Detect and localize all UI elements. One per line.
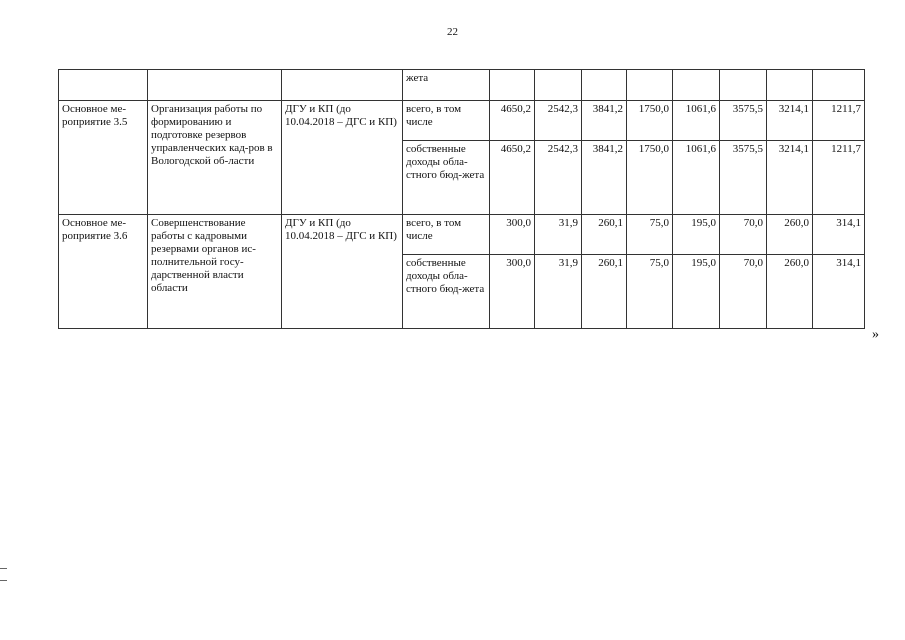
value-cell: 1750,0 <box>627 101 673 141</box>
value-cell: 70,0 <box>720 255 767 329</box>
value-cell: 4650,2 <box>490 141 535 215</box>
value-cell: 75,0 <box>627 215 673 255</box>
table-cell <box>282 70 403 101</box>
value-cell: 260,0 <box>767 215 813 255</box>
value-cell: 260,1 <box>582 255 627 329</box>
value-cell: 31,9 <box>535 215 582 255</box>
table-cell <box>720 70 767 101</box>
table-cell <box>535 70 582 101</box>
value-cell: 2542,3 <box>535 141 582 215</box>
table-row <box>59 215 865 255</box>
table-row <box>59 70 865 101</box>
table-cell <box>813 70 865 101</box>
page-number: 22 <box>447 26 458 38</box>
budget-type-cell: всего, в том числе <box>403 101 490 141</box>
value-cell: 1211,7 <box>813 101 865 141</box>
table-cell <box>490 70 535 101</box>
value-cell: 3214,1 <box>767 101 813 141</box>
value-cell: 3841,2 <box>582 141 627 215</box>
value-cell: 31,9 <box>535 255 582 329</box>
margin-mark <box>0 580 7 581</box>
budget-table <box>58 69 865 329</box>
margin-mark <box>0 568 7 569</box>
table-cell <box>767 70 813 101</box>
value-cell: 1061,6 <box>673 101 720 141</box>
value-cell: 70,0 <box>720 215 767 255</box>
value-cell: 1750,0 <box>627 141 673 215</box>
activity-cell: Основное ме-роприятие 3.5 <box>59 101 148 215</box>
value-cell: 1211,7 <box>813 141 865 215</box>
table-cell <box>673 70 720 101</box>
value-cell: 314,1 <box>813 215 865 255</box>
table-cell <box>59 70 148 101</box>
budget-type-cell: собственные доходы обла-стного бюд-жета <box>403 255 490 329</box>
table-row <box>59 101 865 141</box>
budget-type-cell: жета <box>403 70 490 101</box>
value-cell: 75,0 <box>627 255 673 329</box>
executor-cell: ДГУ и КП (до 10.04.2018 – ДГС и КП) <box>282 101 403 215</box>
value-cell: 314,1 <box>813 255 865 329</box>
value-cell: 300,0 <box>490 255 535 329</box>
value-cell: 3575,5 <box>720 101 767 141</box>
table-cell <box>627 70 673 101</box>
value-cell: 260,1 <box>582 215 627 255</box>
activity-title-cell: Организация работы по формированию и подготовке резервов управленческих кад-ров в Вологодской об-ласти <box>148 101 282 215</box>
value-cell: 195,0 <box>673 215 720 255</box>
budget-type-cell: собственные доходы обла-стного бюд-жета <box>403 141 490 215</box>
value-cell: 260,0 <box>767 255 813 329</box>
value-cell: 300,0 <box>490 215 535 255</box>
activity-title-cell: Совершенствование работы с кадровыми резервами органов ис-полнительной госу-дарственной власти области <box>148 215 282 329</box>
value-cell: 3841,2 <box>582 101 627 141</box>
value-cell: 3575,5 <box>720 141 767 215</box>
value-cell: 2542,3 <box>535 101 582 141</box>
table-cell <box>582 70 627 101</box>
value-cell: 4650,2 <box>490 101 535 141</box>
value-cell: 3214,1 <box>767 141 813 215</box>
value-cell: 1061,6 <box>673 141 720 215</box>
activity-cell: Основное ме-роприятие 3.6 <box>59 215 148 329</box>
closing-quote-mark: » <box>872 327 879 342</box>
budget-type-cell: всего, в том числе <box>403 215 490 255</box>
table-cell <box>148 70 282 101</box>
executor-cell: ДГУ и КП (до 10.04.2018 – ДГС и КП) <box>282 215 403 329</box>
value-cell: 195,0 <box>673 255 720 329</box>
